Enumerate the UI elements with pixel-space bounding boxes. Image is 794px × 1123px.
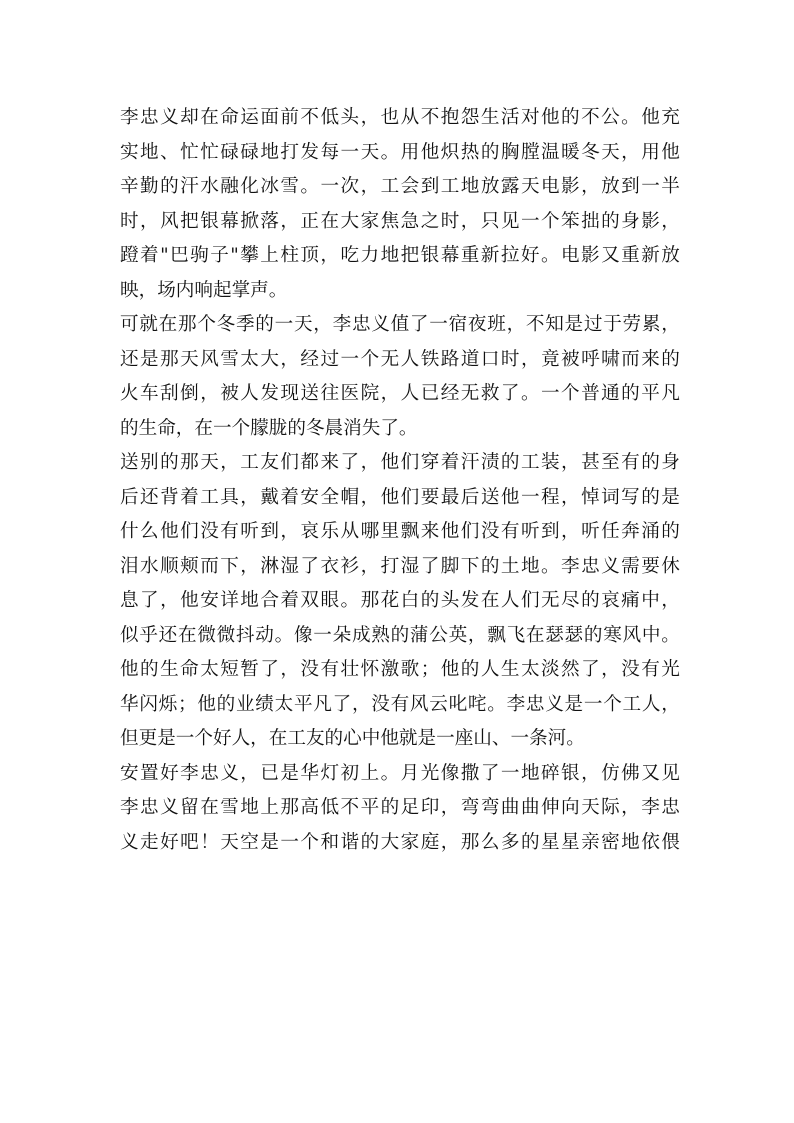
text-line: 后 还 背 着 工 具 ， 戴 着 安 全 帽 ， 他 们 要 最 后 送 他 一 程 ， 悼 词 写 的 是 [120,486,680,508]
text-line: 但更是一个好人，在工友的心中他就是一座山、一条河。 [120,728,585,749]
document-body [120,101,680,860]
text-line: 安 置 好 李 忠 义 ， 已 是 华 灯 初 上 。 月 光 像 撒 了 一 地 碎 银 ， 仿 佛 又 见 [120,762,680,784]
text-line: 火 车 刮 倒 ， 被 人 发 现 送 往 医 院 ， 人 已 经 无 救 了 。 一 个 普 通 的 平 凡 [120,383,680,404]
text-line: 义 走 好 吧 ！ 天 空 是 一 个 和 谐 的 大 家 庭 ， 那 么 多 的 星 星 亲 密 地 依 偎 [120,831,680,853]
text-line: 时 ， 风 把 银 幕 掀 落 ， 正 在 大 家 焦 急 之 时 ， 只 见 一 个 笨 拙 的 身 影 ， [120,210,680,232]
text-line: 泪 水 顺 颊 而 下 ， 淋 湿 了 衣 衫 ， 打 湿 了 脚 下 的 土 地 。 李 忠 义 需 要 休 [120,555,680,577]
text-line: 华 闪 烁 ； 他 的 业 绩 太 平 凡 了 ， 没 有 风 云 叱 咤 。 李 忠 义 是 一 个 工 人 ， [120,693,680,715]
text-line: 李 忠 义 留 在 雪 地 上 那 高 低 不 平 的 足 印 ， 弯 弯 曲 曲 伸 向 天 际 ， 李 忠 [120,797,680,818]
text-line: 送 别 的 那 天 ， 工 友 们 都 来 了 ， 他 们 穿 着 汗 渍 的 工 装 ， 甚 至 有 的 身 [120,452,680,473]
text-line: 李 忠 义 却 在 命 运 面 前 不 低 头 ， 也 从 不 抱 怨 生 活 对 他 的 不 公 。 他 充 [120,107,680,128]
text-line: 他 的 生 命 太 短 暂 了 ， 没 有 壮 怀 激 歌 ； 他 的 人 生 太 淡 然 了 ， 没 有 光 [120,659,680,680]
text-line: 的生命，在一个朦胧的冬晨消失了。 [120,417,418,439]
text-line: 什 么 他 们 没 有 听 到 ， 哀 乐 从 哪 里 飘 来 他 们 没 有 听 到 ， 听 任 奔 涌 的 [120,521,680,542]
text-line: 映，场内响起掌声。 [120,279,288,301]
text-line: 还 是 那 天 风 雪 太 大 ， 经 过 一 个 无 人 铁 路 道 口 时 ， 竟 被 呼 啸 而 来 的 [120,348,680,370]
text-line: 实 地 、 忙 忙 碌 碌 地 打 发 每 一 天 。 用 他 炽 热 的 胸 膛 温 暖 冬 天 ， 用 他 [120,141,680,163]
text-line: 蹬 着 " 巴 驹 子 " 攀 上 柱 顶 ， 吃 力 地 把 银 幕 重 新 拉 好 。 电 影 又 重 新 放 [120,245,680,266]
text-line: 可 就 在 那 个 冬 季 的 一 天 ， 李 忠 义 值 了 一 宿 夜 班 ， 不 知 是 过 于 劳 累 ， [120,314,680,335]
text-line: 息 了 ， 他 安 详 地 合 着 双 眼 。 那 花 白 的 头 发 在 人 们 无 尽 的 哀 痛 中 ， [120,590,680,611]
text-line: 辛 勤 的 汗 水 融 化 冰 雪 。 一 次 ， 工 会 到 工 地 放 露 天 电 影 ， 放 到 一 半 [120,176,680,197]
text-line: 似 乎 还 在 微 微 抖 动 。 像 一 朵 成 熟 的 蒲 公 英 ， 飘 飞 在 瑟 瑟 的 寒 风 中 。 [120,624,680,646]
